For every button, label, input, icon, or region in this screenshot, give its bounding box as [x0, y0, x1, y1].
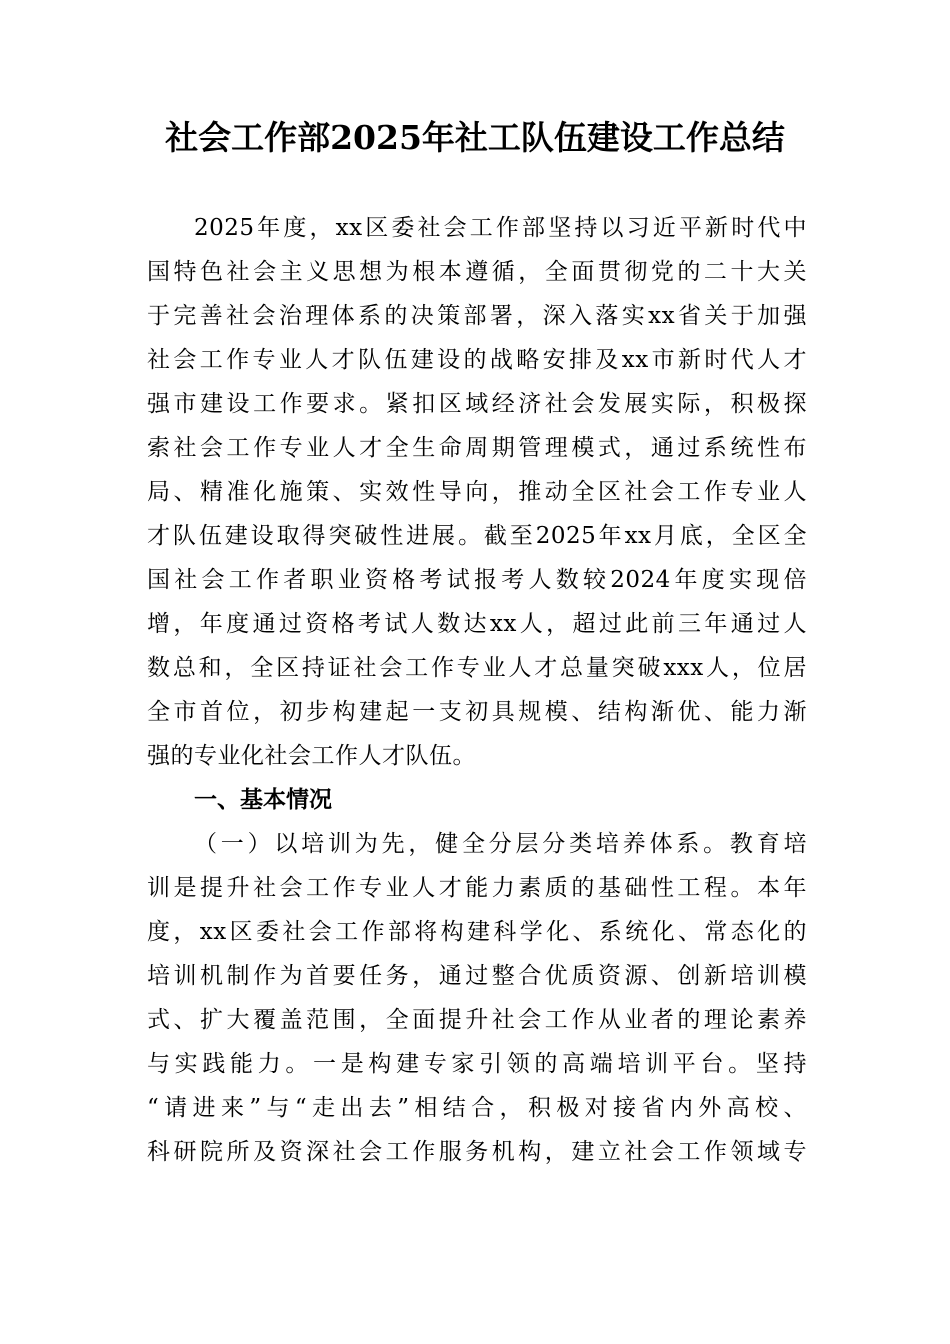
document-body — [147, 206, 807, 1174]
intro-line: 索社会工作专业人才全生命周期管理模式，通过系统性布 — [147, 435, 807, 461]
section-line: 培训机制作为首要任务，通过整合优质资源、创新培训模 — [147, 963, 807, 989]
document-title: 社会工作部2025年社工队伍建设工作总结 — [165, 118, 785, 157]
section-line: 度，xx区委社会工作部将构建科学化、系统化、常态化的 — [147, 919, 807, 945]
section-line: 科研院所及资深社会工作服务机构，建立社会工作领域专 — [147, 1139, 807, 1165]
intro-line: 局、精准化施策、实效性导向，推动全区社会工作专业人 — [147, 479, 807, 505]
intro-line: 数总和，全区持证社会工作专业人才总量突破xxx人，位居 — [147, 655, 807, 681]
section-line: 与实践能力。一是构建专家引领的高端培训平台。坚持 — [147, 1051, 807, 1077]
intro-line: 于完善社会治理体系的决策部署，深入落实xx省关于加强 — [147, 303, 807, 329]
section-line: （一）以培训为先，健全分层分类培养体系。教育培 — [194, 831, 807, 857]
section-line: 训是提升社会工作专业人才能力素质的基础性工程。本年 — [147, 875, 807, 901]
intro-line: 国社会工作者职业资格考试报考人数较2024年度实现倍 — [147, 567, 807, 593]
intro-line: 强的专业化社会工作人才队伍。 — [147, 743, 476, 769]
section-line: 式、扩大覆盖范围，全面提升社会工作从业者的理论素养 — [147, 1007, 807, 1033]
intro-line: 2025年度，xx区委社会工作部坚持以习近平新时代中 — [194, 215, 807, 241]
intro-line: 才队伍建设取得突破性进展。截至2025年xx月底，全区全 — [147, 523, 807, 549]
section-line: “请进来”与“走出去”相结合，积极对接省内外高校、 — [147, 1095, 807, 1121]
intro-line: 全市首位，初步构建起一支初具规模、结构渐优、能力渐 — [147, 699, 807, 725]
intro-line: 国特色社会主义思想为根本遵循，全面贯彻党的二十大关 — [147, 259, 807, 285]
section-heading: 一、基本情况 — [194, 787, 332, 813]
intro-line: 社会工作专业人才队伍建设的战略安排及xx市新时代人才 — [147, 347, 807, 373]
intro-line: 增，年度通过资格考试人数达xx人，超过此前三年通过人 — [147, 611, 807, 637]
intro-line: 强市建设工作要求。紧扣区域经济社会发展实际，积极探 — [147, 391, 807, 417]
